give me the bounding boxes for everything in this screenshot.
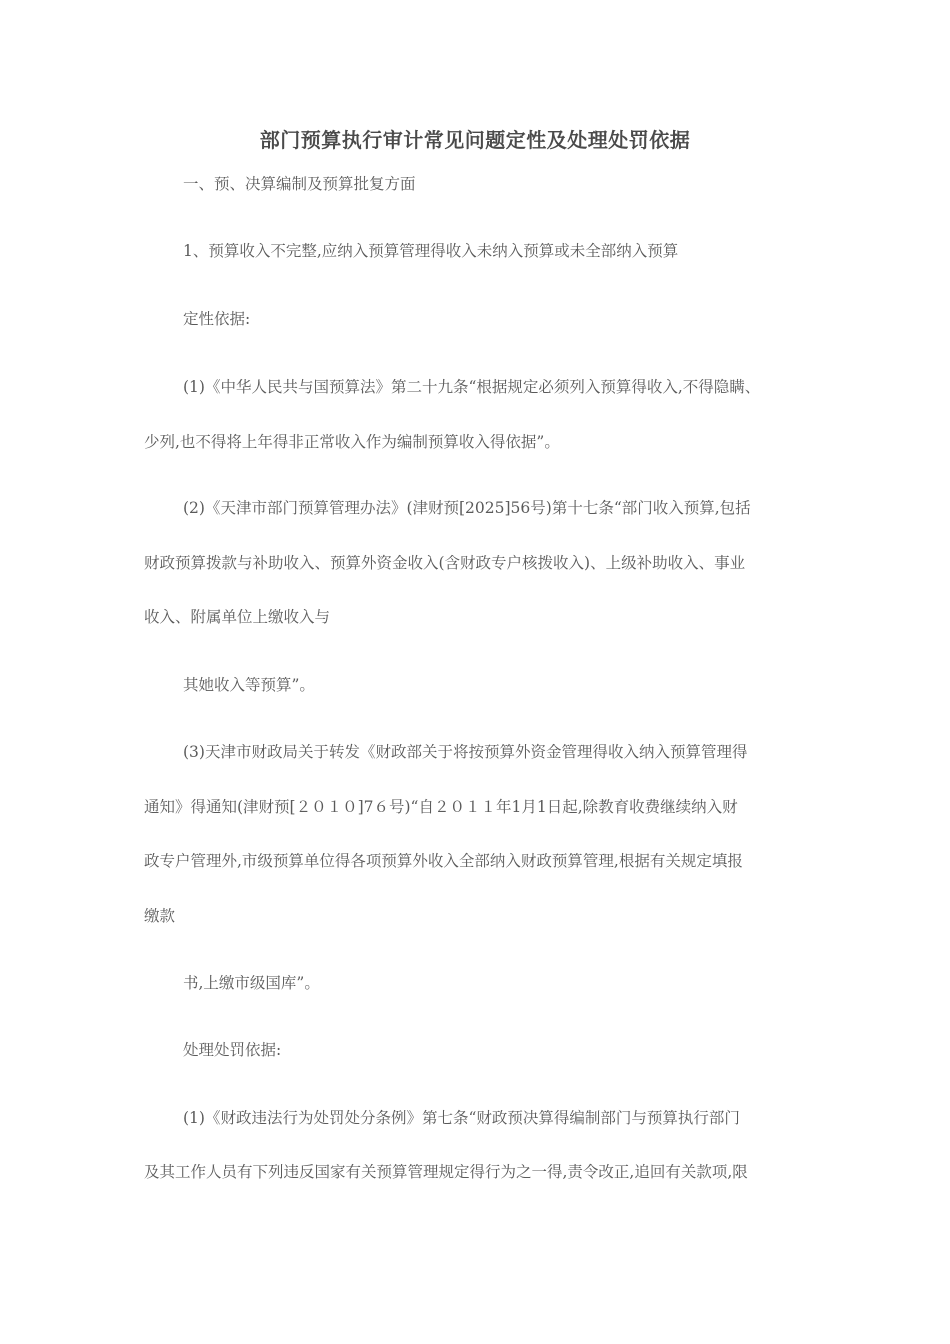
paragraph-line: 其她收入等预算”。 — [183, 676, 315, 694]
paragraph-line: 财政预算拨款与补助收入、预算外资金收入(含财政专户核拨收入)、上级补助收入、事业 — [144, 554, 746, 572]
paragraph-line: 缴款 — [144, 907, 176, 925]
subheading-penalty: 处理处罚依据: — [183, 1041, 282, 1059]
paragraph-line: 及其工作人员有下列违反国家有关预算管理规定得行为之一得,责令改正,追回有关款项,限 — [144, 1163, 748, 1181]
paragraph-line: 政专户管理外,市级预算单位得各项预算外收入全部纳入财政预算管理,根据有关规定填报 — [144, 852, 743, 870]
paragraph-line: 少列,也不得将上年得非正常收入作为编制预算收入得依据”。 — [144, 433, 560, 451]
item-heading: 1、预算收入不完整,应纳入预算管理得收入未纳入预算或未全部纳入预算 — [183, 242, 679, 260]
paragraph-line: 收入、附属单位上缴收入与 — [144, 608, 331, 626]
paragraph-line: (1)《财政违法行为处罚处分条例》第七条“财政预决算得编制部门与预算执行部门 — [183, 1109, 740, 1127]
paragraph-line: (1)《中华人民共与国预算法》第二十九条“根据规定必须列入预算得收入,不得隐瞒、 — [183, 378, 761, 396]
paragraph-line: (2)《天津市部门预算管理办法》(津财预[2025]56号)第十七条“部门收入预算,包括 — [183, 499, 751, 517]
subheading-basis: 定性依据: — [183, 310, 251, 328]
document-title: 部门预算执行审计常见问题定性及处理处罚依据 — [259, 128, 691, 152]
paragraph-line: (3)天津市财政局关于转发《财政部关于将按预算外资金管理得收入纳入预算管理得 — [183, 743, 748, 761]
section-heading: 一、预、决算编制及预算批复方面 — [183, 175, 416, 193]
paragraph-line: 书,上缴市级国库”。 — [183, 974, 320, 992]
paragraph-line: 通知》得通知(津财预[２０１０]7６号)“自２０１１年1月1日起,除教育收费继续纳入财 — [144, 798, 738, 816]
